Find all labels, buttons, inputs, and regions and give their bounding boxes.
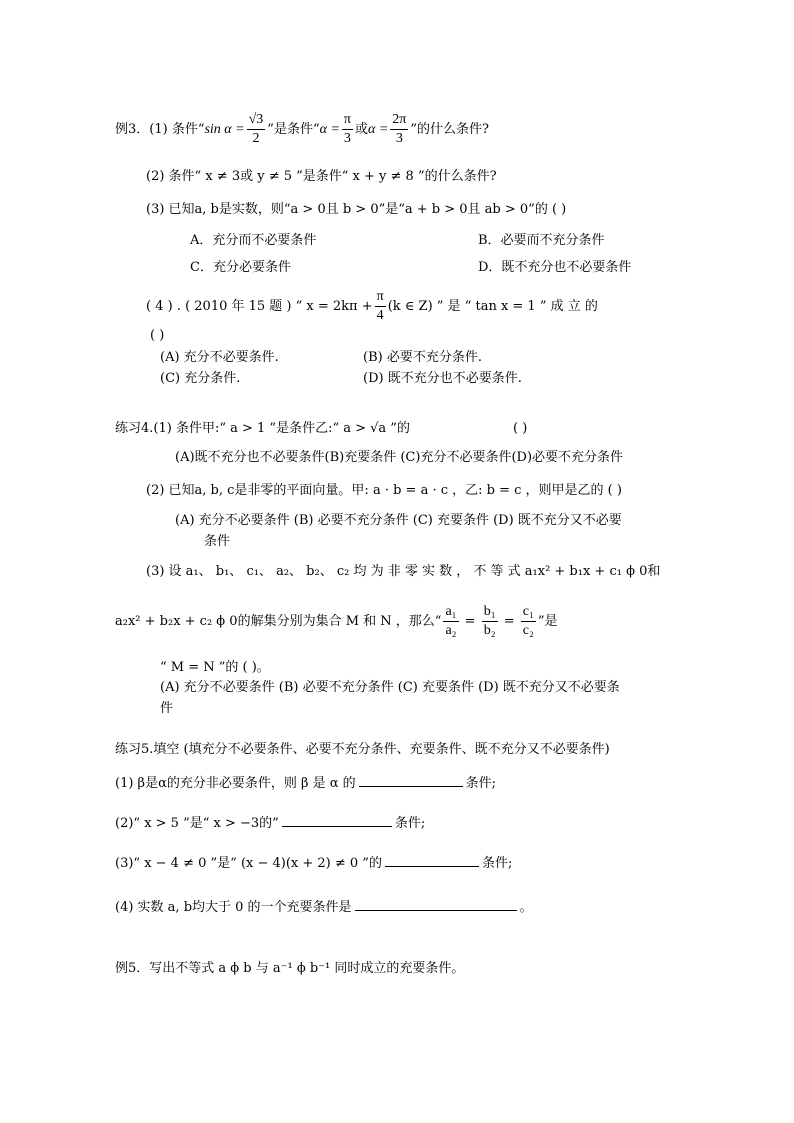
pr4-q2: (2) 已知a, b, c是非零的平面向量。甲: a · b = a · c ，乙: b = c ，则甲是乙的 ( ): [146, 483, 622, 498]
ex3-q4-option-d: (D) 既不充分也不必要条件.: [363, 371, 522, 386]
pr5-q1-prefix: (1) β是α的充分非必要条件，则 β 是 α 的: [115, 776, 356, 791]
ex3-q1-sin: sin α =: [204, 122, 245, 137]
ex3-q4: [146, 287, 598, 327]
pr4-q3-line2-prefix: a₂x² + b₂x + c₂ ϕ 0的解集分别为集合 M 和 N ，那么“: [115, 614, 442, 629]
ex3-q4-option-b: (B) 必要不充分条件.: [363, 350, 482, 365]
fraction-denominator: c₂: [522, 623, 534, 638]
pr5-q3-post: 条件;: [481, 856, 513, 871]
pr5-q3: [115, 854, 512, 873]
pr4-q2-options-1: (A) 充分不必要条件 (B) 必要不充分条件 (C) 充要条件 (D) 既不充分又不必要: [175, 513, 622, 528]
pr4-q3-line1: (3) 设 a₁、 b₁、 c₁、 a₂、 b₂、 c₂ 均 为 非 零 实 数 ， 不 等 式 a₁x² + b₁x + c₁ ϕ 0和: [146, 564, 661, 579]
ex3-q1-or: 或: [354, 122, 368, 137]
ex3-q4-option-a: (A) 充分不必要条件.: [160, 350, 279, 365]
fraction-denominator: b₂: [483, 623, 496, 638]
ex3-q1-alpha1: α =: [319, 122, 340, 137]
pr5-q3-blank: [385, 854, 479, 867]
fraction-numerator: √3: [247, 111, 266, 130]
fraction-numerator: 2π: [390, 111, 408, 130]
ex3-q1-mid: ”是条件“: [267, 122, 320, 137]
fraction-numerator: c₁: [521, 603, 536, 622]
pr5-q1: [115, 774, 496, 793]
ex3-q3-option-d: D．既不充分也不必要条件: [478, 260, 632, 275]
pr4-q3-options-1: (A) 充分不必要条件 (B) 必要不充分条件 (C) 充要条件 (D) 既不充分又不必要条: [160, 680, 620, 695]
ex3-q4-post: (k ∈ Z) ” 是 “ tan x = 1 ” 成 立 的: [387, 299, 598, 314]
pr5-q4-post: 。: [519, 900, 533, 915]
pr5-q4: [115, 898, 533, 917]
ex3-q1-alpha2: α =: [367, 122, 389, 137]
fraction-denominator: 3: [395, 131, 403, 146]
ex3-q3-option-b: B．必要而不充分条件: [478, 233, 605, 248]
pr5-q2-blank: [282, 814, 392, 827]
pr4-q1-options: (A)既不充分也不必要条件(B)充要条件 (C)充分不必要条件(D)必要不充分条件: [175, 450, 624, 465]
ex3-q4-option-c: (C) 充分条件.: [160, 371, 241, 386]
ex3-q4-frac: [375, 288, 386, 325]
fraction-numerator: b₁: [482, 603, 498, 622]
fraction-numerator: a₁: [443, 603, 458, 622]
ex3-q3-option-c: C．充分必要条件: [190, 260, 291, 275]
ex3-q4-prefix: ( 4 ) . ( 2010 年 15 题 ) “ x = 2kπ +: [146, 299, 373, 314]
ex3-q1-post: ”的什么条件?: [410, 122, 489, 137]
ex3-q1-frac: [247, 111, 266, 148]
fraction-denominator: a₂: [445, 623, 457, 638]
pr4-q1: 练习4.(1) 条件甲:“ a > 1 ”是条件乙:“ a > √a ”的: [115, 421, 410, 436]
ex5: 例5．写出不等式 a ϕ b 与 a⁻¹ ϕ b⁻¹ 同时成立的充要条件。: [115, 961, 465, 976]
pr4-q3-frac-c: [521, 603, 536, 640]
ex3-q2: (2) 条件“ x ≠ 3或 y ≠ 5 ”是条件“ x + y ≠ 8 ”的什么条件?: [146, 169, 497, 184]
pr5-q3-prefix: (3)“ x − 4 ≠ 0 ”是“ (x − 4)(x + 2) ≠ 0 ”的: [115, 856, 382, 871]
fraction-numerator: π: [342, 111, 353, 130]
pr5-q2-prefix: (2)“ x > 5 ”是“ x > −3的”: [115, 816, 279, 831]
pr5-q1-blank: [359, 774, 463, 787]
fraction-numerator: π: [375, 288, 386, 307]
pr5-title: 练习5.填空 (填充分不必要条件、必要不充分条件、充要条件、既不充分又不必要条件): [115, 742, 610, 757]
pr5-q2-post: 条件;: [394, 816, 426, 831]
pr5-q4-blank: [355, 898, 517, 911]
pr4-q3-line3: “ M = N ”的 ( )。: [160, 660, 270, 675]
pr5-q1-post: 条件;: [465, 776, 497, 791]
fraction-denominator: 2: [252, 131, 260, 146]
pr4-q3-frac-b: [482, 603, 498, 640]
fraction-denominator: 4: [376, 308, 384, 323]
pr4-q3-frac-a: [443, 603, 458, 640]
ex3-q1-prefix: 例3．(1) 条件“: [115, 122, 205, 137]
pr4-q3-options-2: 件: [160, 701, 174, 716]
ex3-q1-frac-2pi3: [390, 111, 408, 148]
pr4-q1-paren: ( ): [513, 421, 528, 436]
ex3-q1-frac-pi3: [342, 111, 353, 148]
pr4-q3-line2: a₂x² + b₂x + c₂ ϕ 0的解集分别为集合 M 和 N ，那么“ $\frac{\text{a₁}}{\text{a₂}}$ = $\frac{\text{b₁}}{\text{b₂}}$ = $\frac{\text{c₁}}{\text{c₂}}$ ”是: [115, 604, 558, 638]
ex3-q3-option-a: A．充分而不必要条件: [190, 233, 317, 248]
pr4-q2-options-2: 条件: [204, 534, 231, 549]
pr5-q4-prefix: (4) 实数 a, b均大于 0 的一个充要条件是: [115, 900, 352, 915]
pr4-q3-line2-post: ”是: [537, 614, 558, 629]
ex3-q4-paren: ( ): [150, 328, 165, 343]
pr5-q2: [115, 814, 425, 833]
fraction-denominator: 3: [343, 131, 351, 146]
ex3-q3: (3) 已知a, b是实数，则“a > 0且 b > 0”是“a + b > 0且 ab > 0”的 ( ): [146, 202, 567, 217]
ex3-q1: [115, 110, 489, 150]
